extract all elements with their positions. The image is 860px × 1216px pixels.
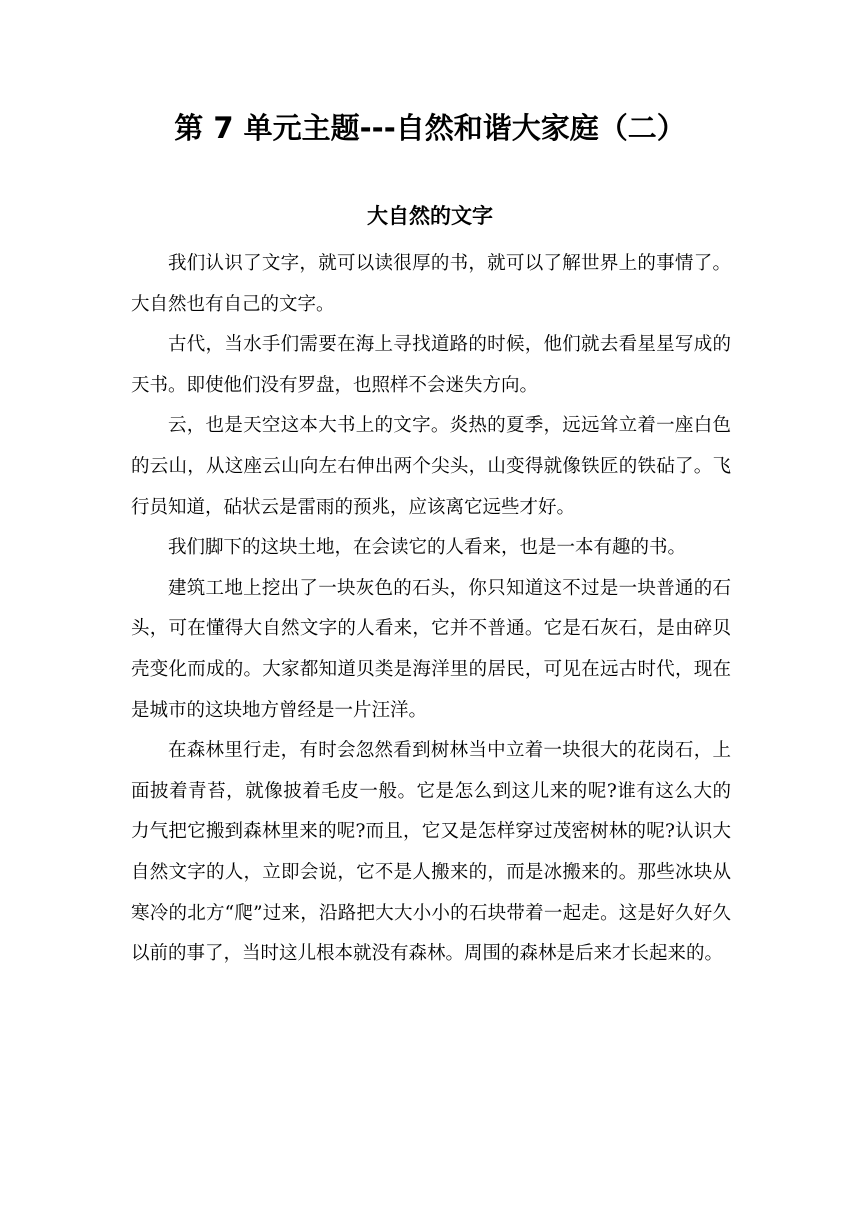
paragraph: 建筑工地上挖出了一块灰色的石头，你只知道这不过是一块普通的石头，可在懂得大自然文字的人看来，它并不普通。它是石灰石，是由碎贝壳变化而成的。大家都知道贝类是海洋里的居民，可见在远古时代，现在是城市的这块地方曾经是一片汪洋。 xyxy=(131,577,731,721)
paragraph: 我们脚下的这块土地，在会读它的人看来，也是一本有趣的书。 xyxy=(168,537,687,559)
article-body xyxy=(131,244,731,975)
document-title: 第 7 单元主题---自然和谐大家庭（二） xyxy=(174,111,686,145)
paragraph: 我们认识了文字，就可以读很厚的书，就可以了解世界上的事情了。大自然也有自己的文字。 xyxy=(131,253,731,315)
article-title: 大自然的文字 xyxy=(367,204,493,228)
paragraph: 云，也是天空这本大书上的文字。炎热的夏季，远远耸立着一座白色的云山，从这座云山向左右伸出两个尖头，山变得就像铁匠的铁砧了。飞行员知道，砧状云是雷雨的预兆，应该离它远些才好。 xyxy=(131,415,731,518)
paragraph: 在森林里行走，有时会忽然看到树林当中立着一块很大的花岗石，上面披着青苔，就像披着毛皮一般。它是怎么到这儿来的呢?谁有这么大的力气把它搬到森林里来的呢?而且，它又是怎样穿过茂密树林的呢?认识大自然文字的人，立即会说，它不是人搬来的，而是冰搬来的。那些冰块从寒冷的北方“爬”过来，沿路把大大小小的石块带着一起走。这是好久好久以前的事了，当时这儿根本就没有森林。周围的森林是后来才长起来的。 xyxy=(131,740,731,965)
paragraph: 古代，当水手们需要在海上寻找道路的时候，他们就去看星星写成的天书。即使他们没有罗盘，也照样不会迷失方向。 xyxy=(131,334,731,396)
